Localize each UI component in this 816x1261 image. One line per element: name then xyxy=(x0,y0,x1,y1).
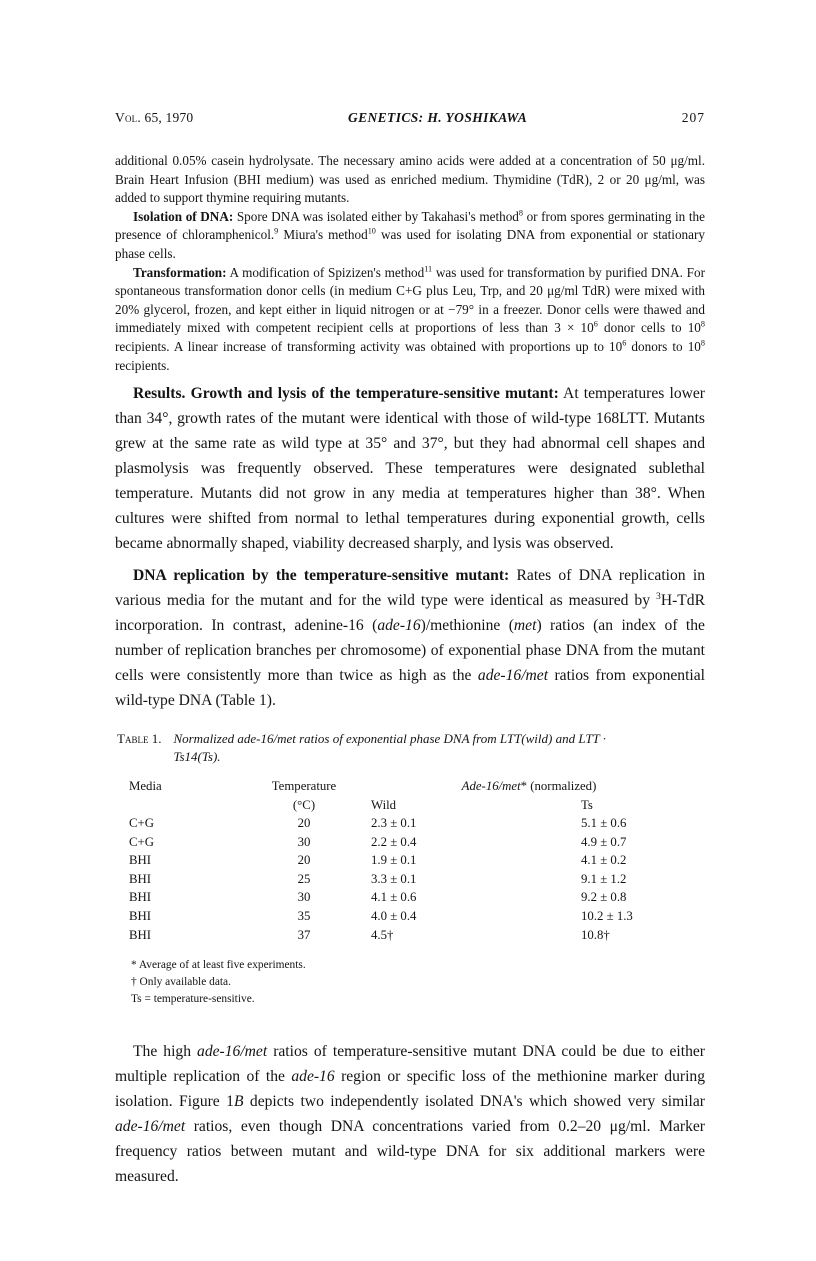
cell-ts: 4.1 ± 0.2 xyxy=(581,853,627,868)
text-segment: Normalized ade-16/met ratios of exponential phase DNA from LTT(wild) and LTT · Ts14(Ts). xyxy=(173,730,607,765)
text-segment: additional 0.05% casein hydrolysate. The necessary amino acids were added at a concentration of 50 μg/ml. Brain Heart Infusion (BHI medium) was used as enriched medium. Thymidine (TdR), 2 or 20 μg/ml, was added to support thymine requiring mutants. xyxy=(115,153,705,206)
table-row xyxy=(129,833,689,852)
text-segment: 6 xyxy=(593,320,598,330)
footnote-ts-definition: Ts = temperature-sensitive. xyxy=(131,993,255,1006)
text-segment: depicts two independently isolated DNA's which showed very similar xyxy=(243,1093,706,1111)
table-row xyxy=(129,851,689,870)
col-header-temperature: Temperature xyxy=(271,779,337,794)
cell-media: C+G xyxy=(129,834,154,849)
cell-media: C+G xyxy=(129,816,154,831)
col-header-wild: Wild xyxy=(371,797,397,812)
text-segment: B xyxy=(233,1093,244,1111)
cell-wild: 2.3 ± 0.1 xyxy=(371,816,417,831)
cell-temp: 30 xyxy=(297,834,311,849)
volume-info: Vol. 65, 1970 xyxy=(115,110,194,125)
col-header-ade16-met xyxy=(369,777,689,796)
text-segment: 10 xyxy=(367,227,376,237)
table-row xyxy=(129,814,689,833)
cell-wild: 4.5† xyxy=(371,927,394,942)
table-caption-label: Table 1. xyxy=(117,730,162,746)
table-row xyxy=(129,907,689,926)
text-segment: Miura's method xyxy=(278,227,368,243)
text-segment: Ade-16/met xyxy=(461,779,521,794)
table-body xyxy=(129,814,689,944)
table-row xyxy=(129,926,689,945)
text-segment: ratios of temperature-sensitive mutant DNA could be due to either multiple replication of the xyxy=(115,1043,705,1086)
text-segment: was used for isolating DNA from exponential or stationary phase cells. xyxy=(115,227,705,262)
text-segment: 3 xyxy=(655,590,661,602)
col-header-media-spacer xyxy=(129,796,239,815)
text-segment: Spore DNA was isolated either by Takahasi's method xyxy=(233,208,519,224)
text-segment: Isolation of DNA: xyxy=(133,208,234,224)
footnote-available-data: † Only available data. xyxy=(131,976,231,989)
cell-ts: 9.2 ± 0.8 xyxy=(581,890,627,905)
col-header-temp-unit: (°C) xyxy=(292,797,316,812)
cell-media: BHI xyxy=(129,871,152,886)
cell-media: BHI xyxy=(129,890,152,905)
cell-wild: 2.2 ± 0.4 xyxy=(371,834,417,849)
running-title: GENETICS: H. YOSHIKAWA xyxy=(347,110,528,125)
table-caption xyxy=(117,730,705,768)
text-segment: was used for transformation by purified DNA. For spontaneous transformation donor cells (in medium C+G plus Leu, Trp, and 20 μg/ml TdR) were mixed with 20% glycerol, frozen, and kept either in liquid nitrogen or at −79° in a freezer. Donor cells were thawed and immediately mixed with competent recipient cells at proportions of less than 3 × 10 xyxy=(115,264,705,336)
cell-temp: 20 xyxy=(297,816,311,831)
cell-temp: 37 xyxy=(297,927,311,942)
cell-media: BHI xyxy=(129,927,152,942)
cell-ts: 4.9 ± 0.7 xyxy=(581,834,627,849)
text-segment: ade-16/met xyxy=(197,1043,268,1061)
text-segment: DNA replication by the temperature-sensitive mutant: xyxy=(133,566,510,584)
text-segment: ade-16 xyxy=(377,616,421,634)
text-segment: ade-16 xyxy=(291,1068,335,1086)
table-footnotes xyxy=(131,957,705,1008)
cell-wild: 4.1 ± 0.6 xyxy=(371,890,417,905)
paragraph-methods-continuation xyxy=(115,152,705,208)
text-segment: 11 xyxy=(424,264,433,274)
paragraph-isolation-of-dna xyxy=(115,208,705,264)
cell-wild: 4.0 ± 0.4 xyxy=(371,909,417,924)
cell-ts: 10.2 ± 1.3 xyxy=(581,909,633,924)
footnote-average: * Average of at least five experiments. xyxy=(131,959,306,972)
text-segment: )/methionine ( xyxy=(420,616,514,634)
text-segment: * (normalized) xyxy=(520,779,597,794)
text-segment: ) ratios (an index of the number of replication branches per chromosome) of exponential phase DNA from the mutant cells were consistently more than twice as high as the xyxy=(115,616,705,684)
text-segment: donor cells to 10 xyxy=(597,320,701,336)
col-header-media: Media xyxy=(129,779,162,794)
table-header xyxy=(129,777,689,814)
running-head xyxy=(115,110,705,126)
table-row xyxy=(129,870,689,889)
cell-media: BHI xyxy=(129,853,152,868)
paragraph-discussion xyxy=(115,1040,705,1190)
text-segment: At temperatures lower than 34°, growth rates of the mutant were identical with those of wild-type 168LTT. Mutants grew at the same rate as wild type at 35° and 37°, but they had abnormal cell shapes and plasmolysis was frequently observed. These temperatures were designated sublethal temperature. Mutants did not grow in any media at temperatures higher than 38°. When cultures were shifted from normal to lethal temperatures during exponential growth, cells became abnormally shaped, viability decreased sharply, and lysis was observed. xyxy=(115,385,705,552)
data-table xyxy=(129,777,689,944)
cell-media: BHI xyxy=(129,909,152,924)
text-segment: 6 xyxy=(622,338,627,348)
text-segment: ade-16/met xyxy=(477,666,549,684)
text-segment: donors to 10 xyxy=(626,339,701,355)
cell-ts: 9.1 ± 1.2 xyxy=(581,871,627,886)
cell-ts: 5.1 ± 0.6 xyxy=(581,816,627,831)
text-segment: recipients. A linear increase of transforming activity was obtained with proportions up to 10 xyxy=(115,339,623,355)
text-segment: Transformation: xyxy=(133,264,227,280)
paragraph-results-growth-lysis xyxy=(115,382,705,557)
text-segment: ratios, even though DNA concentrations varied from 0.2–20 μg/ml. Marker frequency ratios between mutant and wild-type DNA for six additional markers were measured. xyxy=(115,1118,705,1186)
text-segment: recipients. xyxy=(115,357,170,373)
cell-ts: 10.8† xyxy=(581,927,610,942)
text-segment: or from spores germinating in the presence of chloramphenicol. xyxy=(115,208,705,243)
text-segment: 8 xyxy=(518,208,523,218)
paragraph-transformation xyxy=(115,264,705,376)
text-segment: region or specific loss of the methionine marker during isolation. Figure 1 xyxy=(115,1068,705,1111)
cell-wild: 3.3 ± 0.1 xyxy=(371,871,417,886)
table-header-row-1 xyxy=(129,777,689,796)
table-row xyxy=(129,888,689,907)
text-segment: The high xyxy=(133,1043,198,1061)
text-segment: Results. Growth and lysis of the temperature-sensitive mutant: xyxy=(133,385,559,403)
table-caption-text xyxy=(173,730,651,768)
page-number: 207 xyxy=(681,110,705,125)
text-segment: 8 xyxy=(700,338,705,348)
col-header-ts: Ts xyxy=(581,797,593,812)
text-segment: 9 xyxy=(274,227,279,237)
table-1-block xyxy=(115,730,705,1009)
table-header-row-2 xyxy=(129,796,689,815)
text-segment: met xyxy=(513,616,537,634)
text-segment: A modification of Spizizen's method xyxy=(226,264,425,280)
cell-wild: 1.9 ± 0.1 xyxy=(371,853,417,868)
text-segment: H-TdR incorporation. In contrast, adenine-16 ( xyxy=(115,591,705,634)
cell-temp: 35 xyxy=(297,909,311,924)
text-segment: ade-16/met xyxy=(115,1118,186,1136)
cell-temp: 25 xyxy=(297,871,311,886)
text-segment: 8 xyxy=(700,320,705,330)
paragraph-dna-replication xyxy=(115,564,705,714)
cell-temp: 30 xyxy=(297,890,311,905)
text-segment: ratios from exponential wild-type DNA (Table 1). xyxy=(115,666,705,709)
text-segment: Rates of DNA replication in various media for the mutant and for the wild type were identical as measured by xyxy=(115,566,705,609)
cell-temp: 20 xyxy=(297,853,311,868)
